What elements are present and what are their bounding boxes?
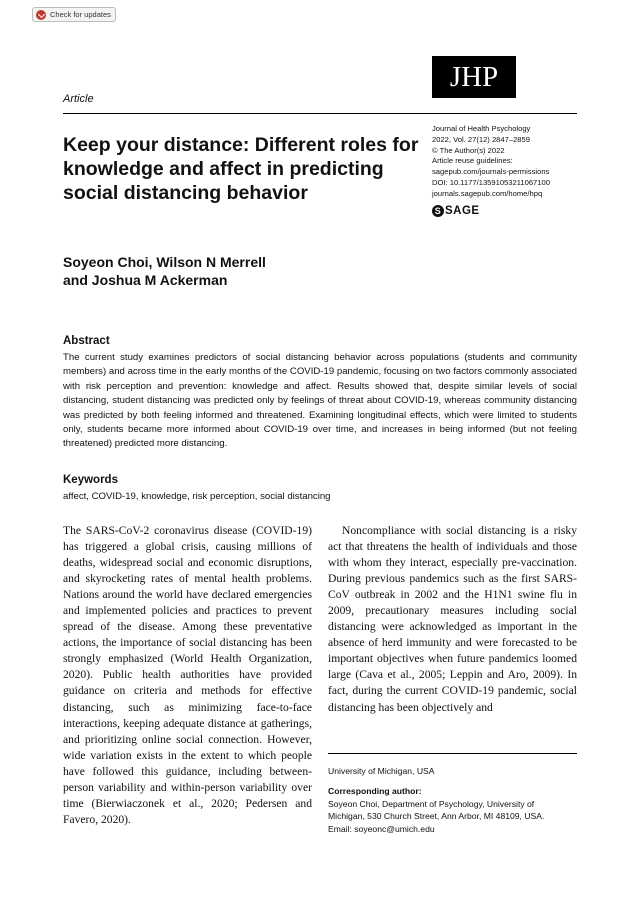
corr-line: Soyeon Choi, Department of Psychology, University of xyxy=(328,799,535,809)
body-paragraph: The SARS-CoV-2 coronavirus disease (COVID-19) has triggered a global crisis, causing millions of deaths, widespread social and economic disruptions, and skyrocketing rates of mental health problems. Nations around the world have declared emergencies and implemented policies and practices to prevent spread of the disease. Among these preventative actions, the importance of social distancing has been strongly emphasized (World Health Organization, 2020). Public health authorities have provided guidance on criteria and methods for effective distancing, such as minimizing face-to-face interactions, keeping adequate distance at gatherings, and prioritizing online social connection. However, wide variation exists in the extent to which people have followed this guidance, including between-person variability and within-person variability over time (Bierwiaczonek et al., 2020; Pedersen and Favero, 2020). xyxy=(63,524,312,826)
publisher-logo xyxy=(432,205,480,217)
author-list xyxy=(63,253,363,289)
authors-line-2: and Joshua M Ackerman xyxy=(63,272,228,288)
body-paragraph: Noncompliance with social distancing is a risky act that threatens the health of individuals and those with whom they interact, especially pre-vaccination. During previous pandemics such as the first SARS-CoV outbreak in 2002 and the H1N1 swine flu in 2009, precautionary measures including social distancing were acknowledged as important in the absence of herd immunity and were forecasted to be important objectives when future pandemics loomed large (Cava et al., 2005; Leppin and Aro, 2009). In fact, during the current COVID-19 pandemic, social distancing has been objectively and xyxy=(328,524,577,714)
keywords-text: affect, COVID-19, knowledge, risk perception, social distancing xyxy=(63,491,331,502)
article-type-label: Article xyxy=(63,93,94,105)
check-for-updates-button[interactable] xyxy=(32,7,116,22)
abstract-text: The current study examines predictors of social distancing behavior across populations (students and community members) and across time in the early months of the COVID-19 pandemic, focusing on two factors commonly associated with risk perception and prevention: knowledge and affect. Results showed that, despite similar levels of social distancing, student distancing was predicted only by feelings of threat about COVID-19, whereas community distancing was predicted by both feeling informed and threatened. Examining longitudinal effects, which were limited to students only, students became more informed about COVID-19 over time, and increases in being informed (but not feeling threatened) predicted more distancing. xyxy=(63,352,577,450)
copyright: © The Author(s) 2022 xyxy=(432,145,505,155)
sage-icon: S xyxy=(432,205,444,217)
corresponding-author-details xyxy=(328,798,580,835)
journal-logo: JHP xyxy=(432,56,516,98)
paper-title: Keep your distance: Different roles for knowledge and affect in predicting social distancing behavior xyxy=(63,134,419,204)
header-divider xyxy=(63,113,577,114)
journal-homepage-link[interactable]: journals.sagepub.com/home/hpq xyxy=(432,188,543,198)
abstract-heading: Abstract xyxy=(63,335,110,347)
corr-line: Michigan, 530 Church Street, Ann Arbor, MI 48109, USA. xyxy=(328,811,545,822)
authors-line-1: Soyeon Choi, Wilson N Merrell xyxy=(63,254,266,270)
journal-name: Journal of Health Psychology xyxy=(432,124,531,133)
body-column-right xyxy=(328,523,577,716)
keywords-heading: Keywords xyxy=(63,474,118,486)
permissions-link[interactable]: sagepub.com/journals-permissions xyxy=(432,167,550,177)
doi[interactable]: DOI: 10.1177/13591053211067100 xyxy=(432,177,550,187)
check-updates-label: Check for updates xyxy=(50,10,111,19)
affiliation: University of Michigan, USA xyxy=(328,766,435,776)
corresponding-author-heading: Corresponding author: xyxy=(328,786,422,796)
corr-email[interactable]: Email: soyeonc@umich.edu xyxy=(328,823,435,834)
body-column-left xyxy=(63,523,312,828)
journal-volume: 2022, Vol. 27(12) 2847–2859 xyxy=(432,134,530,144)
publisher-name: SAGE xyxy=(445,205,480,217)
check-updates-icon xyxy=(36,10,46,20)
reuse-guidelines-label: Article reuse guidelines: xyxy=(432,156,513,166)
footnote-divider xyxy=(328,753,577,754)
journal-metadata xyxy=(432,124,582,200)
